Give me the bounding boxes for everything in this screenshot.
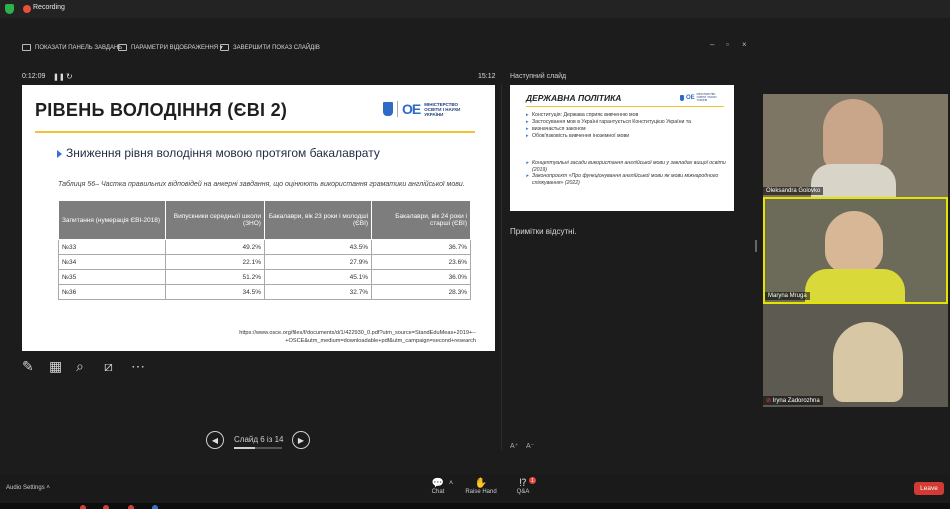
participant-figure [823, 99, 883, 174]
next-slide-button[interactable]: ▶ [292, 431, 310, 449]
slide-bullet: Зниження рівня володіння мовою протягом бакалаврату [66, 146, 380, 160]
list-item: ▸ Обов'язковість вивчення іноземної мови [526, 133, 726, 140]
more-options-icon[interactable]: ⋯ [131, 358, 145, 374]
table-cell: 49.2% [166, 240, 265, 255]
show-taskbar-button[interactable] [22, 44, 122, 51]
display-settings-label: ПАРАМЕТРИ ВІДОБРАЖЕННЯ ▾ [131, 45, 223, 51]
font-increase-icon[interactable]: A⁺ [510, 443, 519, 450]
table-cell: 43.5% [264, 240, 371, 255]
bullet-arrow-icon [57, 150, 62, 158]
taskbar-app-icon[interactable] [128, 505, 134, 509]
list-item: ▸ визначається законом [526, 126, 726, 133]
logo-text: МІНІСТЕРСТВО ОСВІТИ І НАУКИ УКРАЇНИ [696, 93, 717, 102]
next-slide-list-2 [526, 160, 726, 186]
table-header-cell: Бакалаври, вік 23 роки і молодші (ЄВІ) [264, 201, 371, 240]
table-caption: Таблиця 56– Частка правильних відповідей на анкерні завдання, що оцінюють використання граматики англійської мови. [58, 181, 465, 188]
chat-label: Chat [431, 489, 445, 495]
participant-figure [825, 211, 883, 273]
table-header-cell: Бакалаври, вік 24 роки і старші (ЄВІ) [372, 201, 471, 240]
table-header-cell: Запитання (нумерація ЄВІ-2018) [59, 201, 166, 240]
screen-toggle-icon[interactable]: ⧄ [104, 358, 113, 374]
table-cell: №36 [59, 285, 166, 300]
font-decrease-icon[interactable]: A⁻ [526, 443, 535, 450]
pane-divider[interactable] [501, 85, 502, 450]
table-row [59, 240, 471, 255]
mic-muted-icon: ⊘ [766, 398, 773, 404]
slide-progress-track [255, 447, 282, 449]
previous-slide-button[interactable]: ◀ [206, 431, 224, 449]
pause-icon[interactable]: ❚❚ [53, 74, 65, 81]
display-settings-button[interactable] [118, 44, 223, 51]
table-row [59, 285, 471, 300]
table-cell: 36.0% [372, 270, 471, 285]
next-slide-preview[interactable] [510, 85, 734, 211]
list-item: ▸ Концептуальні засади використання англійської мови у закладах вищої освіти (2019) [526, 160, 726, 173]
table-header-row [59, 201, 471, 240]
table-cell: 22.1% [166, 255, 265, 270]
table-cell: №34 [59, 255, 166, 270]
pen-icon[interactable]: ✎ [22, 358, 34, 374]
trident-icon [680, 95, 684, 101]
slides-grid-icon[interactable]: ▦ [49, 358, 63, 374]
participant-video[interactable] [763, 304, 948, 407]
show-taskbar-label: ПОКАЗАТИ ПАНЕЛЬ ЗАВДАНЬ [35, 44, 123, 51]
reset-timer-icon[interactable]: ↻ [66, 72, 73, 81]
close-icon[interactable]: × [742, 40, 747, 49]
next-slide-list [526, 112, 726, 140]
participant-figure-body [811, 164, 896, 197]
qa-label: Q&A [516, 489, 530, 495]
qa-badge: 1 [529, 477, 536, 484]
next-slide-header: Наступний слайд [510, 73, 567, 80]
next-slide-underline [526, 106, 724, 107]
table-cell: 45.1% [264, 270, 371, 285]
minimize-icon[interactable]: – [710, 40, 715, 49]
title-underline [35, 131, 475, 133]
display-icon [118, 44, 127, 51]
next-slide-logo [680, 93, 717, 102]
participant-figure [833, 322, 903, 402]
end-show-button[interactable] [220, 44, 320, 51]
participant-name-row [763, 396, 823, 405]
table-row [59, 255, 471, 270]
taskbar-icon [22, 44, 31, 51]
video-scroll-handle[interactable] [755, 240, 757, 252]
clock: 15:12 [478, 73, 496, 80]
slide-title: РІВЕНЬ ВОЛОДІННЯ (ЄВІ 2) [35, 100, 288, 120]
speaker-notes: Примітки відсутні. [510, 227, 577, 236]
list-item: ▸ Конституція: Держава сприяє вивченню мов [526, 112, 726, 119]
logo-mark: ОЕ [402, 101, 421, 117]
table-cell: 27.9% [264, 255, 371, 270]
restore-icon[interactable]: ▫ [726, 40, 729, 49]
record-icon [23, 5, 31, 13]
logo-divider [397, 101, 398, 117]
results-table [58, 200, 471, 300]
audio-settings-button[interactable]: Audio Settings ˄ [6, 485, 50, 491]
chat-options-chevron-icon[interactable]: ˄ [449, 480, 454, 487]
participant-name: Oleksandra Golovko [763, 187, 823, 195]
table-cell: №35 [59, 270, 166, 285]
hand-icon: ✋ [474, 478, 488, 489]
source-url: https://www.osce.org/files/f/documents/d/1/422930_0.pdf?utm_source=StandEduMeas+2019+--+OSCE&utm_medium=downloadable+pdf&utm_campaign=second+research [239, 330, 476, 344]
end-show-icon [220, 44, 229, 51]
table-row [59, 270, 471, 285]
taskbar-app-icon[interactable] [80, 505, 86, 509]
trident-icon [383, 102, 393, 116]
list-item: ▸ Законопроєкт «Про функціонування англійської мови як мови міжнародного спілкування» (2022) [526, 173, 726, 186]
leave-button[interactable]: Leave [914, 482, 944, 495]
zoom-search-icon[interactable]: ⌕ [76, 358, 84, 374]
raise-hand-button[interactable] [465, 478, 497, 495]
table-cell: 36.7% [372, 240, 471, 255]
table-cell: 23.6% [372, 255, 471, 270]
chat-icon: 💬 [431, 478, 445, 489]
slide-counter: Слайд 6 із 14 [234, 435, 284, 444]
table-cell: 28.3% [372, 285, 471, 300]
logo-text: МІНІСТЕРСТВО ОСВІТИ І НАУКИ УКРАЇНИ [424, 101, 461, 117]
ministry-logo [383, 101, 466, 117]
slide-progress-fill [234, 447, 255, 449]
os-taskbar [0, 503, 950, 509]
table-cell: 34.5% [166, 285, 265, 300]
list-item: ▸ Застосування мов в Україні гарантується Конституцією України та [526, 119, 726, 126]
next-slide-title: ДЕРЖАВНА ПОЛІТИКА [526, 93, 622, 103]
chat-button[interactable] [426, 478, 450, 495]
audio-settings-label: Audio Settings [6, 485, 45, 491]
table-cell: №33 [59, 240, 166, 255]
end-show-label: ЗАВЕРШИТИ ПОКАЗ СЛАЙДІВ [233, 44, 320, 51]
logo-mark: ОЕ [686, 94, 695, 101]
table-cell: 32.7% [264, 285, 371, 300]
participant-video-active[interactable] [763, 197, 948, 304]
taskbar-app-icon[interactable] [152, 505, 158, 509]
shield-icon [5, 4, 14, 14]
recording-label: Recording [33, 4, 65, 11]
participant-name: Iryna Zadorozhna [772, 398, 820, 404]
elapsed-timer: 0:12:09 [22, 73, 46, 80]
participant-figure-body [805, 269, 905, 302]
taskbar-app-icon[interactable] [103, 505, 109, 509]
table-header-cell: Випускники середньої школи (ЗНО) [166, 201, 265, 240]
system-top-bar [0, 0, 950, 18]
table-cell: 51.2% [166, 270, 265, 285]
participant-video[interactable] [763, 94, 948, 197]
qa-icon: ⁉ [519, 478, 527, 489]
participant-name: Maryna Mruga [765, 292, 810, 300]
raise-hand-label: Raise Hand [465, 489, 497, 495]
